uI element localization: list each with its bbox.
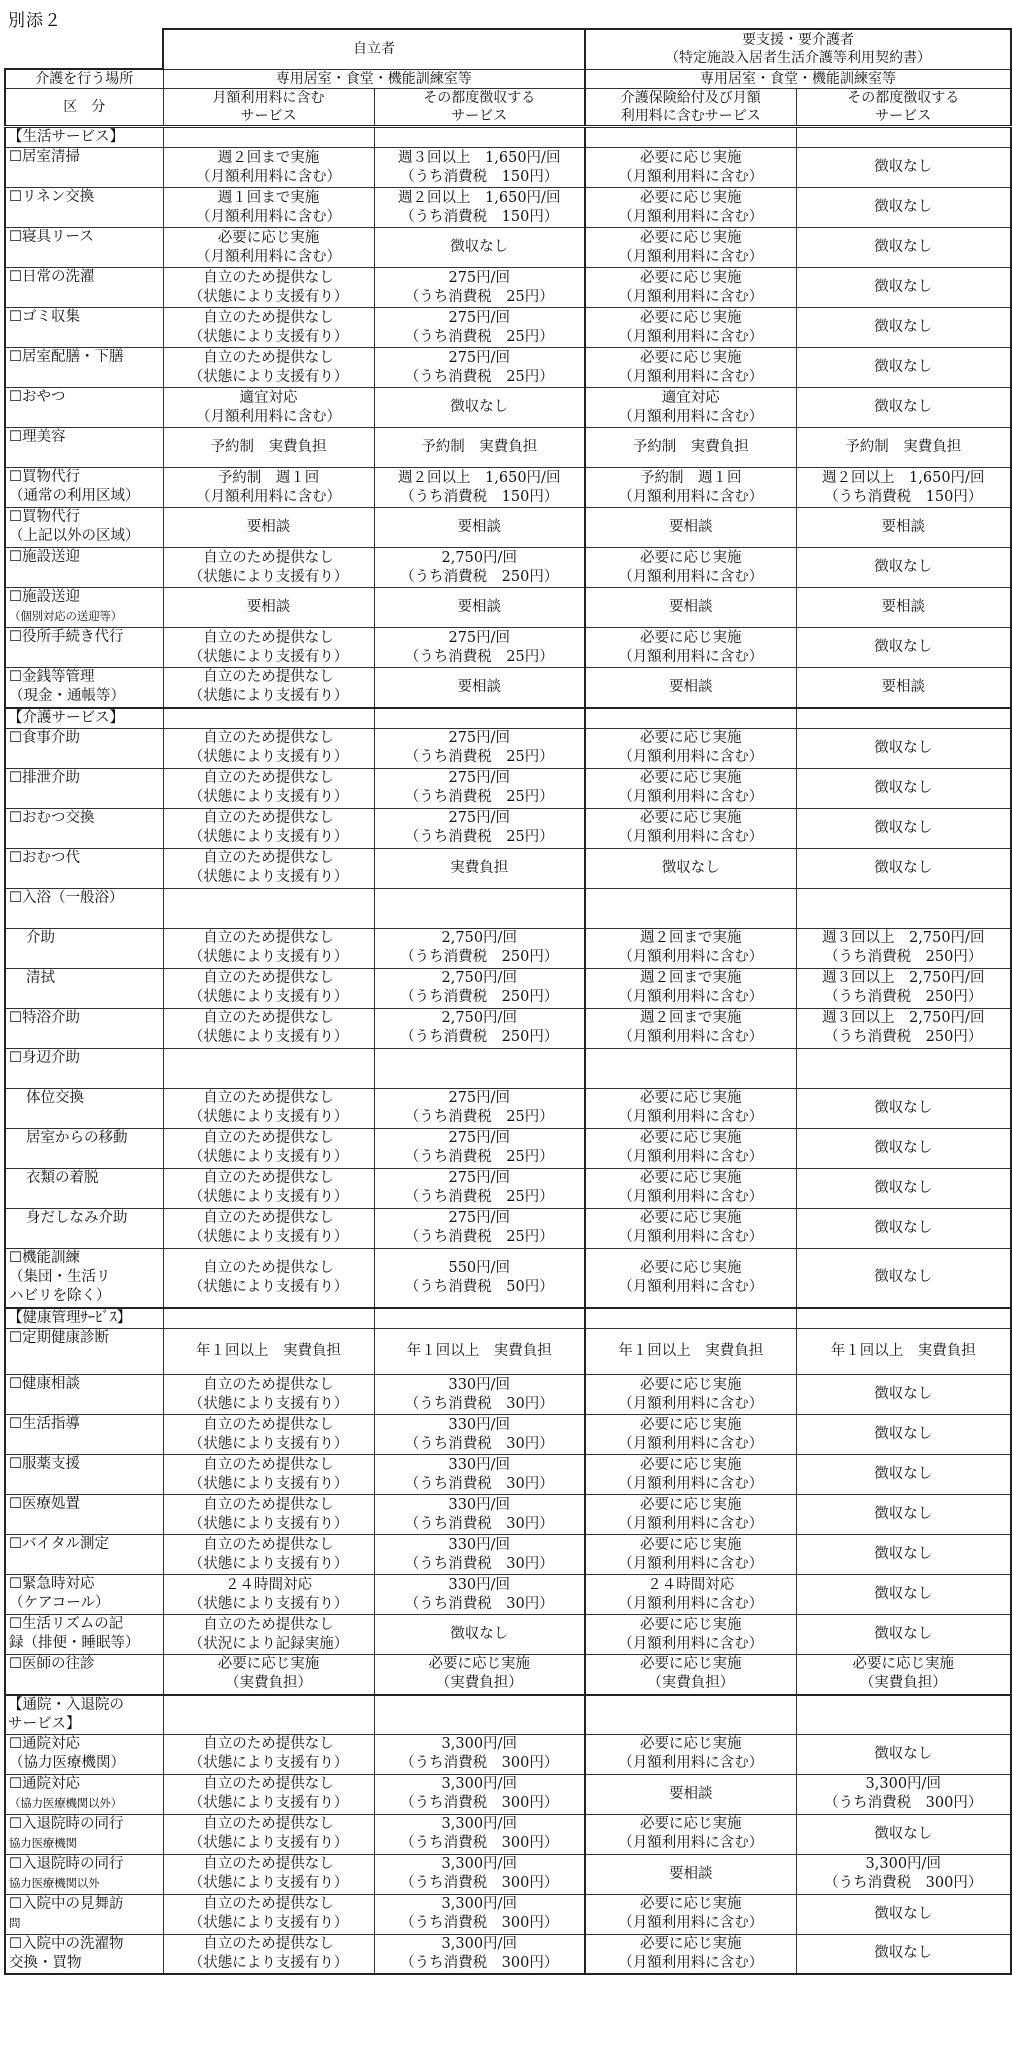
cell-c4: 徴収なし: [796, 768, 1011, 808]
cell-c2: 3,300円/回 （うち消費税 300円）: [374, 1894, 585, 1934]
cell-c1: 自立のため提供なし （状態により支援有り）: [163, 768, 374, 808]
cell-c3: 必要に応じ実施 （月額利用料に含む）: [585, 1495, 796, 1535]
cell-c2: 330円/回 （うち消費税 30円）: [374, 1535, 585, 1575]
row-label: 清拭: [5, 968, 163, 1008]
row-label: ☐リネン交換: [5, 188, 163, 228]
document-label: 別添２: [8, 11, 62, 31]
cell-c2: 275円/回 （うち消費税 25円）: [374, 628, 585, 668]
table-row: [5, 1048, 1011, 1088]
row-label: ☐寝具リース: [5, 228, 163, 268]
cell-c3: 週２回まで実施 （月額利用料に含む）: [585, 928, 796, 968]
cell-c4: 徴収なし: [796, 848, 1011, 888]
cell-c1: ２４時間対応 （状態により支援有り）: [163, 1575, 374, 1615]
cell-c2: 3,300円/回 （うち消費税 300円）: [374, 1774, 585, 1814]
col3-header: 介護保険給付及び月額 利用料に含むサービス: [585, 89, 796, 127]
cell-c3: ２４時間対応 （月額利用料に含む）: [585, 1575, 796, 1615]
section-row: [5, 127, 1011, 148]
cell-c2: 330円/回 （うち消費税 30円）: [374, 1495, 585, 1535]
cell-c1: 予約制 週１回 （月額利用料に含む）: [163, 468, 374, 508]
cell-c2: 3,300円/回 （うち消費税 300円）: [374, 1854, 585, 1894]
header-row-2: [5, 69, 1011, 89]
cell-c1: 自立のため提供なし （状態により支援有り）: [163, 1088, 374, 1128]
cell-c1: 自立のため提供なし （状態により支援有り）: [163, 348, 374, 388]
section-care-heading: 【介護サービス】: [5, 708, 163, 729]
cell-c3: 適宜対応 （月額利用料に含む）: [585, 388, 796, 428]
cell-c4: 徴収なし: [796, 1894, 1011, 1934]
row-label: ☐入院中の洗濯物 交換・買物: [5, 1934, 163, 1974]
section-row: [5, 708, 1011, 729]
cell-c1: 週１回まで実施 （月額利用料に含む）: [163, 188, 374, 228]
table-row: [5, 1088, 1011, 1128]
cell-c4: 週２回以上 1,650円/回 （うち消費税 150円）: [796, 468, 1011, 508]
table-row: [5, 808, 1011, 848]
row-label: ☐健康相談: [5, 1375, 163, 1415]
table-row: [5, 348, 1011, 388]
cell-c2: 275円/回 （うち消費税 25円）: [374, 268, 585, 308]
section-empty-cell: [163, 127, 374, 148]
row-label: ☐通院対応 （協力医療機関以外）: [5, 1774, 163, 1814]
row-label: ☐おむつ交換: [5, 808, 163, 848]
cell-c2: [374, 888, 585, 928]
cell-c3: 必要に応じ実施 （月額利用料に含む）: [585, 548, 796, 588]
cell-c4: 徴収なし: [796, 728, 1011, 768]
row-label: ☐排泄介助: [5, 768, 163, 808]
cell-c3: 年１回以上 実費負担: [585, 1329, 796, 1375]
cell-c4: 徴収なし: [796, 1455, 1011, 1495]
cell-c2: [374, 1048, 585, 1088]
cell-c3: 必要に応じ実施 （月額利用料に含む）: [585, 728, 796, 768]
cell-c4: 徴収なし: [796, 268, 1011, 308]
section-empty-cell: [796, 127, 1011, 148]
cell-c1: 自立のため提供なし （状態により支援有り）: [163, 1894, 374, 1934]
table-row: [5, 968, 1011, 1008]
table-row: [5, 1455, 1011, 1495]
cell-c2: 275円/回 （うち消費税 25円）: [374, 728, 585, 768]
cell-c3: 必要に応じ実施 （月額利用料に含む）: [585, 1248, 796, 1308]
cell-c4: 徴収なし: [796, 228, 1011, 268]
cell-c2: 2,750円/回 （うち消費税 250円）: [374, 1008, 585, 1048]
cell-c1: 自立のため提供なし （状態により支援有り）: [163, 1128, 374, 1168]
row-label: ☐入浴（一般浴）: [5, 888, 163, 928]
table-row: [5, 1774, 1011, 1814]
cell-c4: 徴収なし: [796, 1934, 1011, 1974]
section-visit-heading: 【通院・入退院の サービス】: [5, 1695, 163, 1735]
cell-c3: 週２回まで実施 （月額利用料に含む）: [585, 968, 796, 1008]
cell-c4: 徴収なし: [796, 1575, 1011, 1615]
table-row: [5, 188, 1011, 228]
cell-c1: 自立のため提供なし （状態により支援有り）: [163, 1814, 374, 1854]
cell-c3: 必要に応じ実施 （月額利用料に含む）: [585, 1128, 796, 1168]
section-empty-cell: [796, 1695, 1011, 1735]
cell-c1: 自立のため提供なし （状態により支援有り）: [163, 268, 374, 308]
row-label: 居室からの移動: [5, 1128, 163, 1168]
cell-c3: 予約制 週１回 （月額利用料に含む）: [585, 468, 796, 508]
cell-c2: 275円/回 （うち消費税 25円）: [374, 1088, 585, 1128]
cell-c2: 275円/回 （うち消費税 25円）: [374, 1208, 585, 1248]
cell-c4: 週３回以上 2,750円/回 （うち消費税 250円）: [796, 928, 1011, 968]
table-row: [5, 1375, 1011, 1415]
cell-c3: 必要に応じ実施 （月額利用料に含む）: [585, 268, 796, 308]
cell-c4: 徴収なし: [796, 1615, 1011, 1655]
table-row: [5, 308, 1011, 348]
cell-c4: 徴収なし: [796, 1168, 1011, 1208]
cell-c3: 要相談: [585, 588, 796, 628]
cell-c4: 徴収なし: [796, 1248, 1011, 1308]
section-empty-cell: [374, 1695, 585, 1735]
cell-c2: 徴収なし: [374, 1615, 585, 1655]
cell-c2: 週２回以上 1,650円/回 （うち消費税 150円）: [374, 188, 585, 228]
cell-c1: 自立のため提供なし （状態により支援有り）: [163, 1854, 374, 1894]
row-label: 介助: [5, 928, 163, 968]
cell-c3: 必要に応じ実施 （月額利用料に含む）: [585, 1375, 796, 1415]
cell-c3: 必要に応じ実施 （月額利用料に含む）: [585, 1208, 796, 1248]
table-row: [5, 388, 1011, 428]
cell-c2: 330円/回 （うち消費税 30円）: [374, 1455, 585, 1495]
cell-c1: 自立のため提供なし （状態により支援有り）: [163, 1415, 374, 1455]
cell-c4: 徴収なし: [796, 1535, 1011, 1575]
cell-c2: 275円/回 （うち消費税 25円）: [374, 768, 585, 808]
section-empty-cell: [796, 1308, 1011, 1329]
cell-c3: 必要に応じ実施 （月額利用料に含む）: [585, 1894, 796, 1934]
row-label: ☐ゴミ収集: [5, 308, 163, 348]
cell-c3: 必要に応じ実施 （月額利用料に含む）: [585, 1814, 796, 1854]
cell-c1: 自立のため提供なし （状況により記録実施）: [163, 1615, 374, 1655]
table-row: [5, 768, 1011, 808]
cell-c1: 自立のため提供なし （状態により支援有り）: [163, 1455, 374, 1495]
row-label: ☐理美容: [5, 428, 163, 468]
header-row-3: [5, 89, 1011, 127]
row-label: ☐機能訓練 （集団・生活リ ハビリを除く）: [5, 1248, 163, 1308]
cell-c2: 3,300円/回 （うち消費税 300円）: [374, 1934, 585, 1974]
section-empty-cell: [585, 1308, 796, 1329]
cell-c3: 必要に応じ実施 （月額利用料に含む）: [585, 1535, 796, 1575]
cell-c1: 要相談: [163, 588, 374, 628]
table-row: [5, 728, 1011, 768]
section-empty-cell: [585, 1695, 796, 1735]
table-row: [5, 668, 1011, 708]
row-label: ☐日常の洗濯: [5, 268, 163, 308]
cell-c1: 必要に応じ実施 （実費負担）: [163, 1655, 374, 1695]
cell-c4: 予約制 実費負担: [796, 428, 1011, 468]
table-row: [5, 1615, 1011, 1655]
cell-c4: 徴収なし: [796, 388, 1011, 428]
row-label: ☐居室清掃: [5, 148, 163, 188]
cell-c2: 要相談: [374, 668, 585, 708]
cell-c1: 自立のため提供なし （状態により支援有り）: [163, 1734, 374, 1774]
cell-c4: 徴収なし: [796, 1415, 1011, 1455]
cell-c2: 275円/回 （うち消費税 25円）: [374, 348, 585, 388]
cell-c4: 徴収なし: [796, 1814, 1011, 1854]
cell-c3: 必要に応じ実施 （月額利用料に含む）: [585, 148, 796, 188]
cell-c4: 徴収なし: [796, 1208, 1011, 1248]
cell-c4: 徴収なし: [796, 1375, 1011, 1415]
row-label: ☐生活指導: [5, 1415, 163, 1455]
table-row: [5, 1535, 1011, 1575]
cell-c2: 550円/回 （うち消費税 50円）: [374, 1248, 585, 1308]
table-row: [5, 1415, 1011, 1455]
cell-c4: 徴収なし: [796, 1088, 1011, 1128]
cell-c3: 要相談: [585, 508, 796, 548]
cell-c2: 2,750円/回 （うち消費税 250円）: [374, 928, 585, 968]
table-row: [5, 1854, 1011, 1894]
cell-c4: 徴収なし: [796, 348, 1011, 388]
cell-c3: 必要に応じ実施 （月額利用料に含む）: [585, 228, 796, 268]
cell-c2: 年１回以上 実費負担: [374, 1329, 585, 1375]
cell-c2: 要相談: [374, 588, 585, 628]
cell-c4: 徴収なし: [796, 308, 1011, 348]
section-empty-cell: [163, 708, 374, 729]
cell-c1: 必要に応じ実施 （月額利用料に含む）: [163, 228, 374, 268]
cell-c1: 自立のため提供なし （状態により支援有り）: [163, 1008, 374, 1048]
cell-c2: 予約制 実費負担: [374, 428, 585, 468]
table-row: [5, 848, 1011, 888]
cell-c3: 必要に応じ実施 （月額利用料に含む）: [585, 1415, 796, 1455]
cell-c1: 適宜対応 （月額利用料に含む）: [163, 388, 374, 428]
cell-c2: 330円/回 （うち消費税 30円）: [374, 1375, 585, 1415]
place-label: 介護を行う場所: [5, 69, 163, 89]
table-row: [5, 1128, 1011, 1168]
row-label: ☐生活リズムの記 録（排便・睡眠等）: [5, 1615, 163, 1655]
cell-c1: 自立のため提供なし （状態により支援有り）: [163, 1375, 374, 1415]
row-label: 衣類の着脱: [5, 1168, 163, 1208]
cell-c4: 徴収なし: [796, 1128, 1011, 1168]
cell-c2: 週３回以上 1,650円/回 （うち消費税 150円）: [374, 148, 585, 188]
cell-c1: 自立のため提供なし （状態により支援有り）: [163, 548, 374, 588]
cell-c1: 要相談: [163, 508, 374, 548]
col4-header: その都度徴収する サービス: [796, 89, 1011, 127]
cell-c4: [796, 1048, 1011, 1088]
table-row: [5, 1814, 1011, 1854]
cell-c2: 週２回以上 1,650円/回 （うち消費税 150円）: [374, 468, 585, 508]
row-label: ☐食事介助: [5, 728, 163, 768]
table-row: [5, 148, 1011, 188]
cell-c1: 自立のため提供なし （状態により支援有り）: [163, 1168, 374, 1208]
row-label: 身だしなみ介助: [5, 1208, 163, 1248]
cell-c3: 必要に応じ実施 （月額利用料に含む）: [585, 188, 796, 228]
cell-c2: 275円/回 （うち消費税 25円）: [374, 1168, 585, 1208]
table-row: [5, 1329, 1011, 1375]
cell-c3: 必要に応じ実施 （月額利用料に含む）: [585, 1455, 796, 1495]
cell-c3: 必要に応じ実施 （月額利用料に含む）: [585, 1934, 796, 1974]
cell-c1: 自立のため提供なし （状態により支援有り）: [163, 1934, 374, 1974]
cell-c3: 必要に応じ実施 （月額利用料に含む）: [585, 808, 796, 848]
row-label: ☐金銭等管理 （現金・通帳等）: [5, 668, 163, 708]
row-label: ☐居室配膳・下膳: [5, 348, 163, 388]
header-row-1: [5, 29, 1011, 69]
row-label: ☐入退院時の同行 協力医療機関: [5, 1814, 163, 1854]
cell-c2: 3,300円/回 （うち消費税 300円）: [374, 1814, 585, 1854]
table-row: [5, 888, 1011, 928]
row-label: ☐おやつ: [5, 388, 163, 428]
section-empty-cell: [374, 1308, 585, 1329]
section-empty-cell: [374, 708, 585, 729]
table-row: [5, 628, 1011, 668]
section-empty-cell: [585, 127, 796, 148]
table-row: [5, 1655, 1011, 1695]
row-label: ☐役所手続き代行: [5, 628, 163, 668]
section-row: [5, 1308, 1011, 1329]
cell-c1: 自立のため提供なし （状態により支援有り）: [163, 308, 374, 348]
cell-c4: 週３回以上 2,750円/回 （うち消費税 250円）: [796, 968, 1011, 1008]
cell-c1: 予約制 実費負担: [163, 428, 374, 468]
cell-c3: 必要に応じ実施 （月額利用料に含む）: [585, 348, 796, 388]
cell-c2: 徴収なし: [374, 228, 585, 268]
cell-c3: 要相談: [585, 668, 796, 708]
cell-c2: 必要に応じ実施 （実費負担）: [374, 1655, 585, 1695]
cell-c2: 徴収なし: [374, 388, 585, 428]
row-label: ☐入退院時の同行 協力医療機関以外: [5, 1854, 163, 1894]
row-label: ☐施設送迎: [5, 548, 163, 588]
cell-c3: [585, 1048, 796, 1088]
cell-c3: 必要に応じ実施 （月額利用料に含む）: [585, 308, 796, 348]
cell-c2: 要相談: [374, 508, 585, 548]
table-row: [5, 1575, 1011, 1615]
cell-c1: [163, 1048, 374, 1088]
place-jiritsu: 専用居室・食堂・機能訓練室等: [163, 69, 585, 89]
cell-c3: 必要に応じ実施 （月額利用料に含む）: [585, 628, 796, 668]
table-row: [5, 228, 1011, 268]
row-label: ☐身辺介助: [5, 1048, 163, 1088]
cell-c1: 自立のため提供なし （状態により支援有り）: [163, 1774, 374, 1814]
col1-header: 月額利用料に含む サービス: [163, 89, 374, 127]
table-row: [5, 268, 1011, 308]
row-label: ☐買物代行 （上記以外の区域）: [5, 508, 163, 548]
section-row: [5, 1695, 1011, 1735]
cell-c4: 徴収なし: [796, 148, 1011, 188]
header-jiritsu: 自立者: [163, 29, 585, 69]
cell-c2: 2,750円/回 （うち消費税 250円）: [374, 548, 585, 588]
cell-c3: 徴収なし: [585, 848, 796, 888]
cell-c4: 要相談: [796, 508, 1011, 548]
row-label: ☐緊急時対応 （ケアコール）: [5, 1575, 163, 1615]
cell-c4: 要相談: [796, 588, 1011, 628]
table-row: [5, 928, 1011, 968]
row-label: ☐バイタル測定: [5, 1535, 163, 1575]
cell-c1: 自立のため提供なし （状態により支援有り）: [163, 808, 374, 848]
cell-c4: 徴収なし: [796, 548, 1011, 588]
header-corner: [5, 29, 163, 69]
cell-c1: [163, 888, 374, 928]
row-label: ☐医師の往診: [5, 1655, 163, 1695]
section-empty-cell: [796, 708, 1011, 729]
cell-c4: 要相談: [796, 668, 1011, 708]
table-row: [5, 1894, 1011, 1934]
cell-c4: 徴収なし: [796, 628, 1011, 668]
row-label: ☐施設送迎 （個別対応の送迎等）: [5, 588, 163, 628]
cell-c3: 必要に応じ実施 （実費負担）: [585, 1655, 796, 1695]
cell-c1: 週２回まで実施 （月額利用料に含む）: [163, 148, 374, 188]
table-row: [5, 1168, 1011, 1208]
cell-c3: 必要に応じ実施 （月額利用料に含む）: [585, 1088, 796, 1128]
cell-c3: [585, 888, 796, 928]
section-health-heading: 【健康管理ｻｰﾋﾞｽ】: [5, 1308, 163, 1329]
cell-c2: 275円/回 （うち消費税 25円）: [374, 1128, 585, 1168]
cell-c3: 必要に応じ実施 （月額利用料に含む）: [585, 1168, 796, 1208]
section-empty-cell: [163, 1308, 374, 1329]
cell-c4: 徴収なし: [796, 188, 1011, 228]
cell-c3: 必要に応じ実施 （月額利用料に含む）: [585, 1734, 796, 1774]
section-empty-cell: [585, 708, 796, 729]
table-row: [5, 428, 1011, 468]
kubun-label: 区 分: [5, 89, 163, 127]
table-row: [5, 1495, 1011, 1535]
cell-c4: 徴収なし: [796, 1734, 1011, 1774]
cell-c3: 予約制 実費負担: [585, 428, 796, 468]
cell-c2: 3,300円/回 （うち消費税 300円）: [374, 1734, 585, 1774]
cell-c2: 実費負担: [374, 848, 585, 888]
service-fee-table: [4, 28, 1012, 1975]
table-row: [5, 468, 1011, 508]
cell-c3: 要相談: [585, 1774, 796, 1814]
table-row: [5, 508, 1011, 548]
cell-c2: 330円/回 （うち消費税 30円）: [374, 1575, 585, 1615]
cell-c2: 275円/回 （うち消費税 25円）: [374, 308, 585, 348]
cell-c2: 330円/回 （うち消費税 30円）: [374, 1415, 585, 1455]
table-row: [5, 1734, 1011, 1774]
row-label: ☐医療処置: [5, 1495, 163, 1535]
cell-c4: 3,300円/回 （うち消費税 300円）: [796, 1854, 1011, 1894]
table-row: [5, 1934, 1011, 1974]
cell-c4: 年１回以上 実費負担: [796, 1329, 1011, 1375]
place-yoshien: 専用居室・食堂・機能訓練室等: [585, 69, 1011, 89]
cell-c4: 徴収なし: [796, 808, 1011, 848]
cell-c1: 自立のため提供なし （状態により支援有り）: [163, 968, 374, 1008]
cell-c1: 自立のため提供なし （状態により支援有り）: [163, 1248, 374, 1308]
cell-c4: 週３回以上 2,750円/回 （うち消費税 250円）: [796, 1008, 1011, 1048]
cell-c4: [796, 888, 1011, 928]
cell-c1: 自立のため提供なし （状態により支援有り）: [163, 1495, 374, 1535]
table-row: [5, 1008, 1011, 1048]
row-label: ☐買物代行 （通常の利用区域）: [5, 468, 163, 508]
row-label: ☐おむつ代: [5, 848, 163, 888]
cell-c2: 2,750円/回 （うち消費税 250円）: [374, 968, 585, 1008]
cell-c1: 自立のため提供なし （状態により支援有り）: [163, 848, 374, 888]
cell-c1: 自立のため提供なし （状態により支援有り）: [163, 628, 374, 668]
cell-c1: 自立のため提供なし （状態により支援有り）: [163, 1535, 374, 1575]
section-life-heading: 【生活サービス】: [5, 127, 163, 148]
cell-c4: 3,300円/回 （うち消費税 300円）: [796, 1774, 1011, 1814]
row-label: ☐特浴介助: [5, 1008, 163, 1048]
table-row: [5, 588, 1011, 628]
cell-c1: 自立のため提供なし （状態により支援有り）: [163, 928, 374, 968]
cell-c3: 要相談: [585, 1854, 796, 1894]
table-row: [5, 1208, 1011, 1248]
cell-c4: 必要に応じ実施 （実費負担）: [796, 1655, 1011, 1695]
cell-c3: 週２回まで実施 （月額利用料に含む）: [585, 1008, 796, 1048]
row-label: ☐服薬支援: [5, 1455, 163, 1495]
cell-c4: 徴収なし: [796, 1495, 1011, 1535]
col2-header: その都度徴収する サービス: [374, 89, 585, 127]
cell-c3: 必要に応じ実施 （月額利用料に含む）: [585, 1615, 796, 1655]
table-row: [5, 548, 1011, 588]
row-label: ☐入院中の見舞訪 問: [5, 1894, 163, 1934]
section-empty-cell: [374, 127, 585, 148]
cell-c2: 275円/回 （うち消費税 25円）: [374, 808, 585, 848]
row-label: ☐定期健康診断: [5, 1329, 163, 1375]
cell-c1: 自立のため提供なし （状態により支援有り）: [163, 1208, 374, 1248]
cell-c3: 必要に応じ実施 （月額利用料に含む）: [585, 768, 796, 808]
row-label: 体位交換: [5, 1088, 163, 1128]
header-yoshien: 要支援・要介護者 （特定施設入居者生活介護等利用契約書）: [585, 29, 1011, 69]
cell-c1: 自立のため提供なし （状態により支援有り）: [163, 668, 374, 708]
cell-c1: 年１回以上 実費負担: [163, 1329, 374, 1375]
table-row: [5, 1248, 1011, 1308]
row-label: ☐通院対応 （協力医療機関）: [5, 1734, 163, 1774]
section-empty-cell: [163, 1695, 374, 1735]
cell-c1: 自立のため提供なし （状態により支援有り）: [163, 728, 374, 768]
